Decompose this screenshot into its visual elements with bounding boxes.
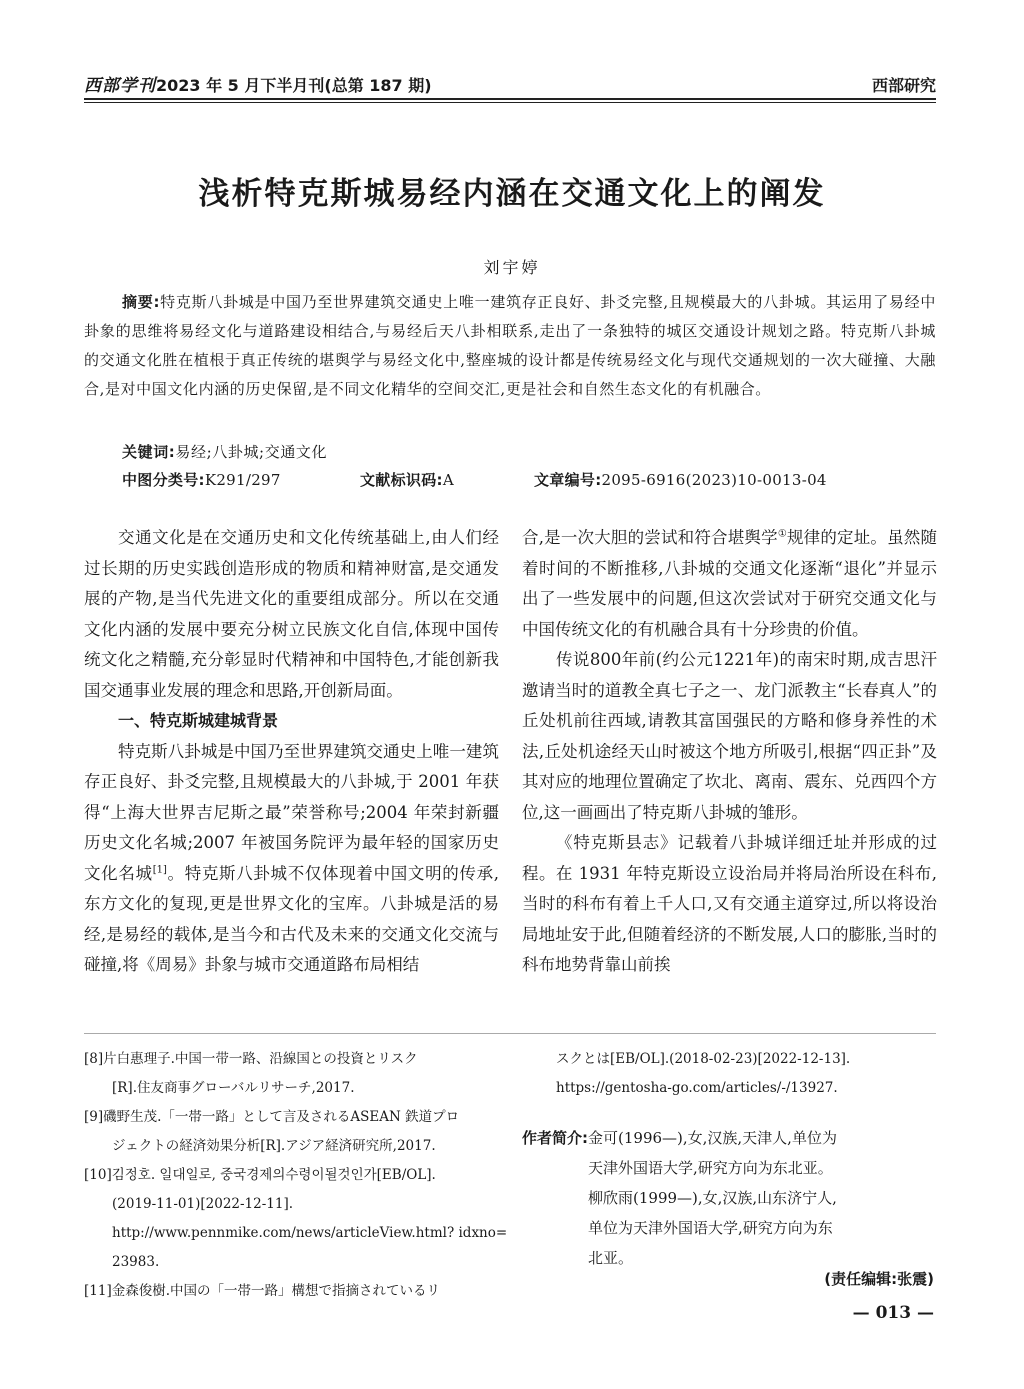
- reference-line: [10]김정호. 일대일로, 중국경제의수령이될것인가[EB/OL].: [84, 1167, 436, 1183]
- reference-list: [84, 1045, 509, 1306]
- clc-value: K291/297: [204, 471, 281, 489]
- reference-line: [9]磯野生茂.「一帯一路」として言及されるASEAN 鉄道プロ: [84, 1109, 460, 1125]
- reference-continuation: [522, 1045, 937, 1103]
- paragraph: [522, 523, 937, 645]
- reference-item: [84, 1161, 509, 1277]
- section-name: 西部研究: [871, 76, 936, 95]
- section-heading: 一、特克斯城建城背景: [118, 711, 279, 730]
- abstract-label: 摘要:: [122, 293, 161, 311]
- citation: [1]: [152, 864, 167, 875]
- journal-logo: 西部学刊: [84, 76, 156, 96]
- page-number: — 013 —: [852, 1303, 934, 1323]
- clc-field: [122, 466, 281, 495]
- bio-line: 北亚。: [588, 1249, 634, 1267]
- reference-line: http://www.pennmike.com/news/articleView.html? idxno=: [112, 1225, 508, 1241]
- keywords: [122, 438, 327, 467]
- paragraph-text: 特克斯八卦城是中国乃至世界建筑交通史上唯一建筑存正良好、卦爻完整,且规模最大的八卦城,于 2001 年获得“上海大世界吉尼斯之最”荣誉称号;2004 年荣封新疆历史文化名城;2007 年被国务院评为最年轻的国家历史文化名城: [84, 741, 499, 883]
- doc-code-value: A: [442, 471, 454, 489]
- article-number-field: [534, 466, 827, 495]
- reference-line: [8]片白惠理子.中国一带一路、沿線国との投資とリスク: [84, 1051, 418, 1067]
- header-rule-thin: [84, 102, 936, 103]
- body-right-column: [522, 523, 937, 981]
- footnote-rule: [84, 1033, 936, 1034]
- bio-line: 天津外国语大学,研究方向为东北亚。: [588, 1159, 833, 1177]
- paragraph-text: 。特克斯八卦城不仅体现着中国文明的传承,东方文化的复现,更是世界文化的宝库。八卦城是活的易经,是易经的载体,是当今和古代及未来的交通文化交流与碰撞,将《周易》卦象与城市交通道路布局相结: [84, 863, 500, 974]
- reference-line: (2019-11-01)[2022-12-11].: [112, 1196, 294, 1212]
- running-header: [84, 70, 936, 96]
- paragraph-text: 规律的定址。虽然随着时间的不断推移,八卦城的交通文化逐渐“退化”并显示出了一些发展中的问题,但这次尝试对于研究交通文化与中国传统文化的有机融合具有十分珍贵的价值。: [522, 528, 937, 639]
- bio-line: 柳欣雨(1999—),女,汉族,山东济宁人,: [588, 1189, 837, 1207]
- abstract: [84, 288, 936, 404]
- reference-line: スクとは[EB/OL].(2018-02-23)[2022-12-13].: [556, 1051, 851, 1067]
- issue-info: 2023 年 5 月下半月刊(总第 187 期): [156, 76, 432, 95]
- reference-line: ジェクトの経済効果分析[R].アジア経済研究所,2017.: [112, 1138, 436, 1154]
- article-number-value: 2095-6916(2023)10-0013-04: [601, 471, 827, 489]
- abstract-text: 特克斯八卦城是中国乃至世界建筑交通史上唯一建筑存正良好、卦爻完整,且规模最大的八卦城。其运用了易经中卦象的思维将易经文化与道路建设相结合,与易经后天八卦相联系,走出了一条独特的城区交通设计规划之路。特克斯八卦城的交通文化胜在植根于真正传统的堪舆学与易经文化中,整座城的设计都是传统易经文化与现代交通规划的一次大碰撞、大融合,是对中国文化内涵的历史保留,是不同文化精华的空间交汇,更是社会和自然生态文化的有机融合。: [84, 293, 936, 398]
- clc-label: 中图分类号:: [122, 471, 205, 489]
- article-title: 浅析特克斯城易经内涵在交通文化上的阐发: [198, 176, 826, 212]
- reference-item: [84, 1277, 509, 1306]
- bio-line: 金可(1996—),女,汉族,天津人,单位为: [588, 1129, 837, 1147]
- reference-item: [84, 1045, 509, 1103]
- doc-code-label: 文献标识码:: [360, 471, 443, 489]
- reference-line: [11]金森俊樹.中国の「一帯一路」構想で指摘されているリ: [84, 1283, 441, 1299]
- bio-label: 作者简介:: [522, 1129, 588, 1147]
- footnote-marker: ①: [777, 528, 787, 540]
- paragraph-text: 合,是一次大胆的尝试和符合堪舆学: [522, 528, 778, 547]
- reference-line: 23983.: [112, 1254, 160, 1270]
- reference-item: [84, 1103, 509, 1161]
- body-left-column: [84, 523, 499, 981]
- paragraph: 交通文化是在交通历史和文化传统基础上,由人们经过长期的历史实践创造形成的物质和精神财富,是交通发展的产物,是当代先进文化的重要组成部分。所以在交通文化内涵的发展中要充分树立民族文化自信,体现中国传统文化之精髓,充分彰显时代精神和中国特色,才能创新我国交通事业发展的理念和思路,开创新局面。: [84, 528, 499, 700]
- author-bio: [522, 1123, 937, 1273]
- keywords-text: 易经;八卦城;交通文化: [175, 443, 328, 461]
- paragraph: 《特克斯县志》记载着八卦城详细迁址并形成的过程。在 1931 年特克斯设立设治局并将局治所设在科布,当时的科布有着上千人口,又有交通主道穿过,所以将设治局地址安于此,但随着经济的不断发展,人口的膨胀,当时的科布地势背靠山前挨: [522, 833, 937, 974]
- paragraph: 传说800年前(约公元1221年)的南宋时期,成吉思汗邀请当时的道教全真七子之一、龙门派教主“长春真人”的丘处机前往西域,请教其富国强民的方略和修身养性的术法,丘处机途经天山时被这个地方所吸引,根据“四正卦”及其对应的地理位置确定了坎北、离南、震东、兑西四个方位,这一画画出了特克斯八卦城的雏形。: [522, 650, 937, 822]
- reference-line: https://gentosha-go.com/articles/-/13927.: [556, 1080, 838, 1096]
- bio-line: 单位为天津外国语大学,研究方向为东: [588, 1219, 833, 1237]
- article-number-label: 文章编号:: [534, 471, 602, 489]
- reference-line: [R].住友商事グローバルリサーチ,2017.: [112, 1080, 355, 1096]
- paragraph: [84, 737, 499, 981]
- responsible-editor: (责任编辑:张震): [824, 1270, 934, 1288]
- keywords-label: 关键词:: [122, 443, 176, 461]
- doc-code-field: [360, 466, 454, 495]
- header-rule: [84, 98, 936, 100]
- author-name: 刘宇婷: [483, 258, 541, 277]
